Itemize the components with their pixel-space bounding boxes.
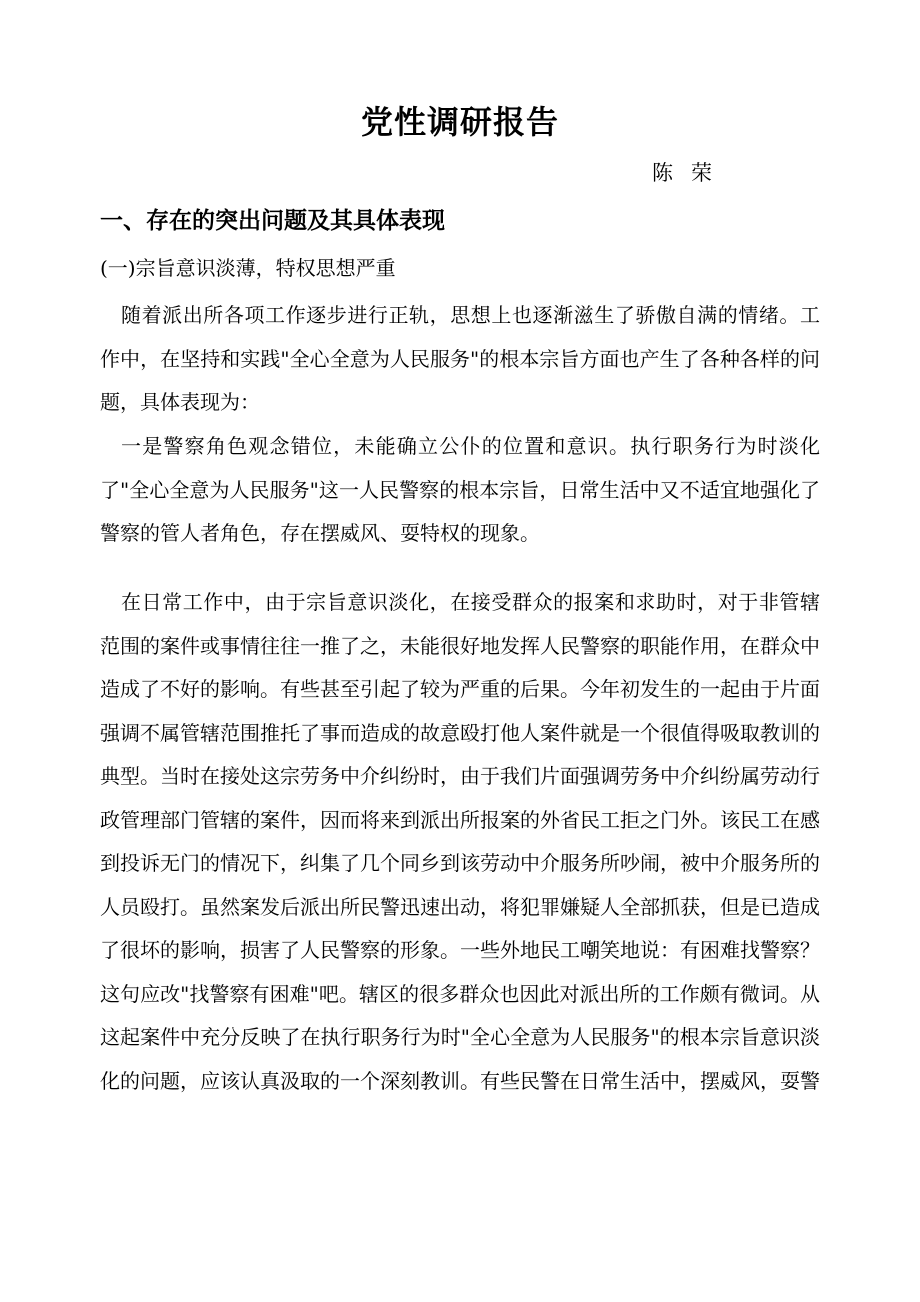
body-paragraph-3: 在日常工作中，由于宗旨意识淡化，在接受群众的报案和求助时，对于非管辖范围的案件或事情往往一推了之，未能很好地发挥人民警察的职能作用，在群众中造成了不好的影响。有些甚至引起了较为严重的后果。今年初发生的一起由于片面强调不属管辖范围推托了事而造成的故意殴打他人案件就是一个很值得吸取教训的典型。当时在接处这宗劳务中介纠纷时，由于我们片面强调劳务中介纠纷属劳动行政管理部门管辖的案件，因而将来到派出所报案的外省民工拒之门外。该民工在感到投诉无门的情况下，纠集了几个同乡到该劳动中介服务所吵闹，被中介服务所的人员殴打。虽然案发后派出所民警迅速出动，将犯罪嫌疑人全部抓获，但是已造成了很坏的影响，损害了人民警察的形象。一些外地民工嘲笑地说：有困难找警察？这句应改"找警察有困难"吧。辖区的很多群众也因此对派出所的工作颇有微词。从这起案件中充分反映了在执行职务行为时"全心全意为人民服务"的根本宗旨意识淡化的问题，应该认真汲取的一个深刻教训。有些民警在日常生活中，摆威风，耍警	[100, 590, 820, 1093]
section-heading: 一、存在的突出问题及其具体表现	[100, 207, 445, 234]
document-title: 党性调研报告	[360, 103, 559, 141]
author-name: 陈荣	[652, 161, 730, 185]
body-paragraph-1: 随着派出所各项工作逐步进行正轨，思想上也逐渐滋生了骄傲自满的情绪。工作中，在坚持和实践"全心全意为人民服务"的根本宗旨方面也产生了各种各样的问题，具体表现为：	[100, 303, 820, 414]
body-paragraph-2: 一是警察角色观念错位，未能确立公仆的位置和意识。执行职务行为时淡化了"全心全意为人民服务"这一人民警察的根本宗旨，日常生活中又不适宜地强化了警察的管人者角色，存在摆威风、耍特权的现象。	[100, 434, 820, 545]
subsection-heading: (一)宗旨意识淡薄，特权思想严重	[100, 256, 396, 280]
